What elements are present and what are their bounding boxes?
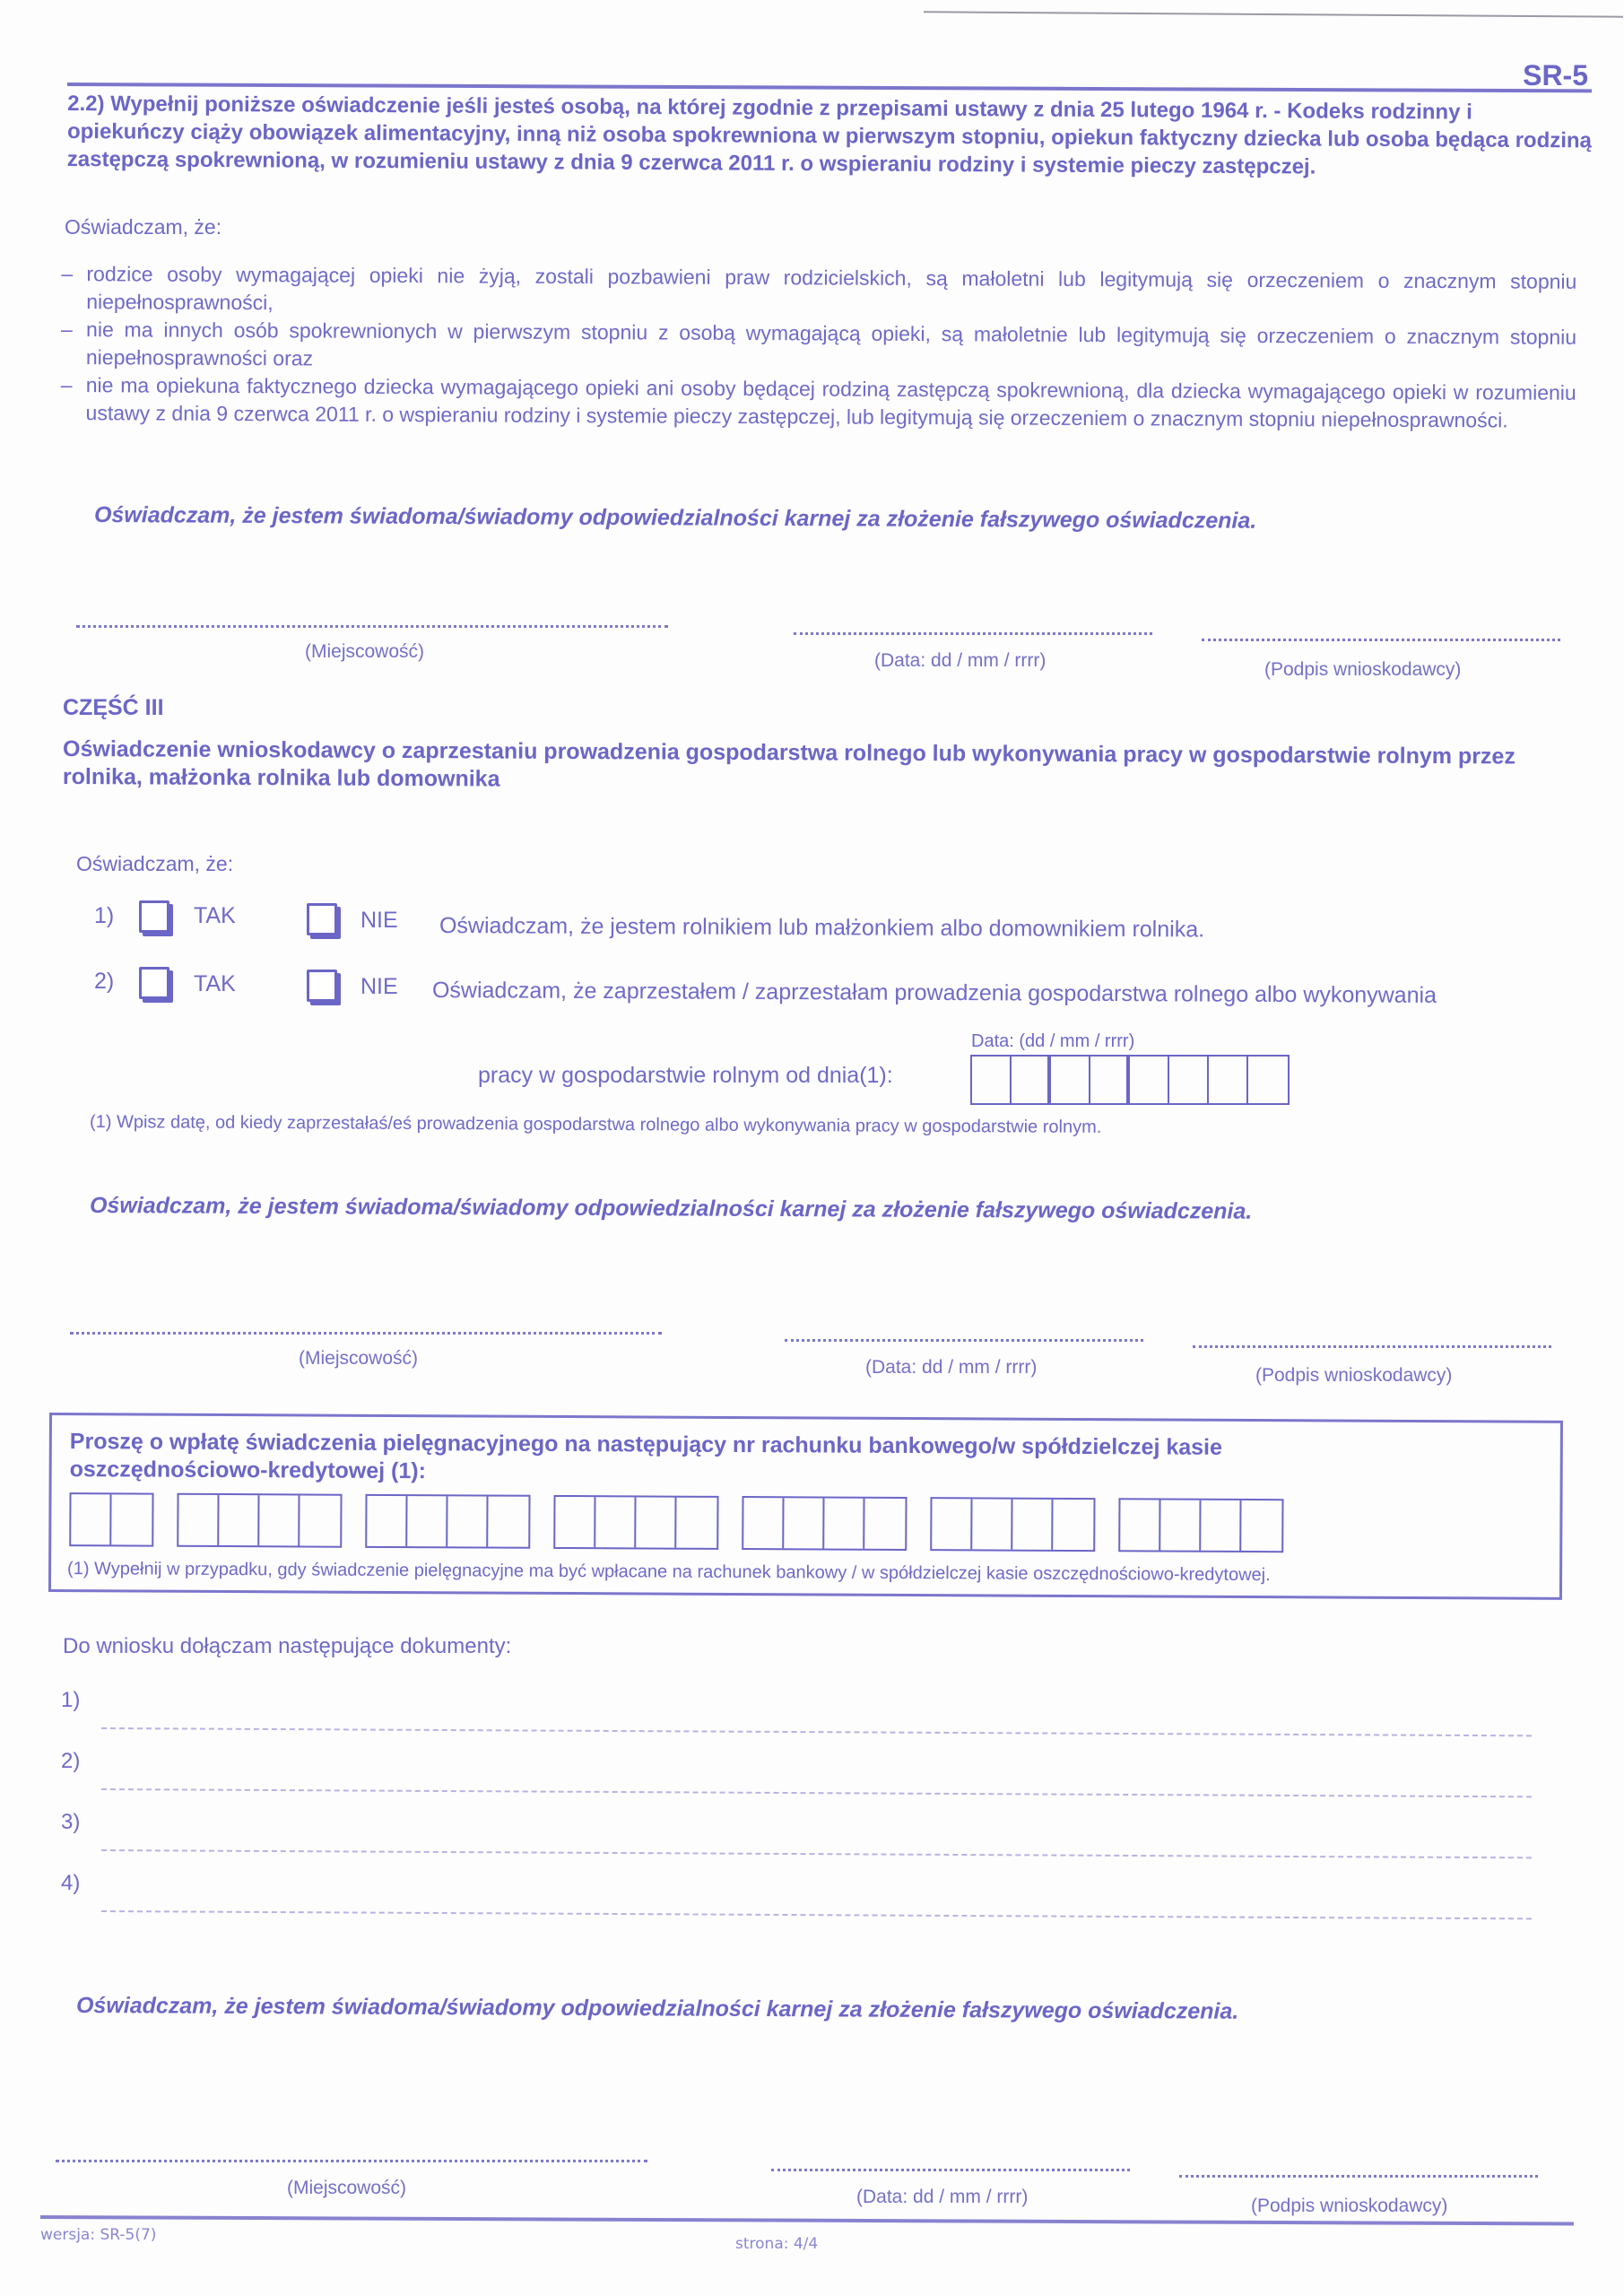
place-label: (Miejscowość) bbox=[299, 1348, 419, 1369]
section-2-2-intro: 2.2) Wypełnij poniższe oświadczenie jeśli jesteś osobą, na której zgodnie z przepisami ustawy z dnia 25 lutego 1964 r. - Kodeks rodzinny i opiekuńczy ciąży obowiązek alimentacyjny, inną niż osoba spokrewniona w pierwszym stopniu, opiekun faktyczny dziecka lub osoba będąca rodziną zastępczą spokrewnioną, w rozumieniu ustawy z dnia 9 czerwca 2011 r. o wspieraniu rodziny i systemie pieczy zastępczej. bbox=[66, 91, 1593, 179]
no-label: NIE bbox=[360, 908, 398, 933]
attachment-row[interactable]: 1) bbox=[61, 1688, 1532, 1713]
account-digit-box[interactable] bbox=[259, 1495, 300, 1545]
date-digit-box[interactable] bbox=[1051, 1057, 1090, 1103]
account-digit-box[interactable] bbox=[300, 1495, 340, 1545]
signature-field-3[interactable] bbox=[1179, 2175, 1538, 2178]
attachment-line[interactable] bbox=[101, 1849, 1532, 1858]
scan-edge-line bbox=[924, 11, 1623, 17]
account-digit-group bbox=[69, 1492, 153, 1546]
form-version: wersja: SR-5(7) bbox=[40, 2226, 157, 2244]
bullet-item: – nie ma opiekuna faktycznego dziecka wymagającego opieki ani osoby będącej rodziną zastępczą spokrewnioną, dla dziecka wymagającego opieki w rozumieniu ustawy z dnia 9 czerwca 2011 r. o wspieraniu rodziny i systemie pieczy zastępczej, lub legitymują się orzeczeniem o znacznym stopniu niepełnosprawności. bbox=[60, 372, 1576, 432]
place-label: (Miejscowość) bbox=[305, 641, 425, 662]
account-digit-box[interactable] bbox=[1201, 1500, 1241, 1551]
attachment-row[interactable]: 4) bbox=[61, 1871, 1532, 1896]
q2-no-checkbox[interactable] bbox=[307, 970, 337, 1002]
account-digit-box[interactable] bbox=[1120, 1500, 1160, 1550]
date-digit-box[interactable] bbox=[1209, 1057, 1248, 1103]
date-digit-box[interactable] bbox=[1169, 1057, 1209, 1103]
part-3-subtitle: Oświadczenie wnioskodawcy o zaprzestaniu prowadzenia gospodarstwa rolnego lub wykonywania pracy w gospodarstwie rolnym przez rolnika, małżonka rolnika lub domownika bbox=[62, 736, 1515, 792]
attachment-line[interactable] bbox=[101, 1788, 1532, 1797]
account-digit-box[interactable] bbox=[219, 1495, 259, 1545]
question-1-text: Oświadczam, że jestem rolnikiem lub małżonkiem albo domownikiem rolnika. bbox=[439, 913, 1205, 943]
yes-label: TAK bbox=[194, 903, 236, 928]
yes-label: TAK bbox=[194, 971, 236, 996]
attachment-row[interactable]: 2) bbox=[61, 1749, 1532, 1774]
liability-warning: Oświadczam, że jestem świadoma/świadomy odpowiedzialności karnej za złożenie fałszywego oświadczenia. bbox=[89, 1193, 1253, 1224]
date-footnote: (1) Wpisz datę, od kiedy zaprzestałaś/eś prowadzenia gospodarstwa rolnego albo wykonywania pracy w gospodarstwie rolnym. bbox=[89, 1112, 1102, 1137]
liability-warning: Oświadczam, że jestem świadoma/świadomy odpowiedzialności karnej za złożenie fałszywego oświadczenia. bbox=[75, 1993, 1239, 2024]
question-number: 1) bbox=[94, 903, 115, 928]
account-digit-group bbox=[742, 1496, 907, 1551]
account-digit-box[interactable] bbox=[111, 1494, 152, 1544]
question-2-text: Oświadczam, że zaprzestałem / zaprzestałam prowadzenia gospodarstwa rolnego albo wykonywania bbox=[431, 978, 1437, 1008]
signature-field-2[interactable] bbox=[1193, 1345, 1551, 1348]
account-digit-box[interactable] bbox=[555, 1497, 595, 1547]
place-field-2[interactable] bbox=[70, 1332, 662, 1335]
account-digit-box[interactable] bbox=[367, 1496, 407, 1546]
bank-account-input[interactable] bbox=[69, 1492, 1283, 1552]
account-digit-box[interactable] bbox=[784, 1498, 824, 1548]
declare-label: Oświadczam, że: bbox=[76, 852, 234, 875]
date-digit-box[interactable] bbox=[1248, 1057, 1288, 1103]
cessation-date-input[interactable] bbox=[970, 1055, 1290, 1105]
signature-label: (Podpis wnioskodawcy) bbox=[1264, 659, 1462, 680]
account-digit-box[interactable] bbox=[71, 1494, 111, 1544]
account-digit-box[interactable] bbox=[932, 1499, 972, 1549]
place-label: (Miejscowość) bbox=[287, 2178, 407, 2198]
account-digit-group bbox=[553, 1495, 718, 1550]
page-number: strona: 4/4 bbox=[735, 2235, 819, 2253]
date-digit-box[interactable] bbox=[1130, 1057, 1169, 1103]
date-caption: Data: (dd / mm / rrrr) bbox=[971, 1031, 1135, 1051]
part-3-title: CZĘŚĆ III bbox=[63, 695, 164, 720]
signature-label: (Podpis wnioskodawcy) bbox=[1251, 2196, 1448, 2216]
date-label: (Data: dd / mm / rrrr) bbox=[874, 650, 1046, 671]
date-digit-box[interactable] bbox=[972, 1057, 1012, 1103]
declaration-bullets bbox=[61, 260, 1577, 435]
account-digit-box[interactable] bbox=[824, 1499, 864, 1549]
account-digit-box[interactable] bbox=[488, 1497, 528, 1547]
signature-label: (Podpis wnioskodawcy) bbox=[1255, 1365, 1453, 1386]
no-label: NIE bbox=[360, 974, 398, 999]
attachment-line[interactable] bbox=[101, 1910, 1532, 1919]
account-digit-box[interactable] bbox=[1012, 1500, 1053, 1550]
date-digit-box[interactable] bbox=[1012, 1057, 1051, 1103]
date-field-2[interactable] bbox=[785, 1339, 1143, 1342]
account-digit-box[interactable] bbox=[407, 1496, 447, 1546]
account-digit-box[interactable] bbox=[1053, 1500, 1093, 1550]
account-digit-box[interactable] bbox=[676, 1498, 716, 1548]
account-digit-box[interactable] bbox=[972, 1499, 1012, 1549]
date-label: (Data: dd / mm / rrrr) bbox=[865, 1357, 1038, 1378]
place-field-3[interactable] bbox=[56, 2160, 647, 2162]
date-field-3[interactable] bbox=[771, 2169, 1130, 2171]
account-digit-box[interactable] bbox=[595, 1497, 636, 1547]
place-field-1[interactable] bbox=[76, 625, 668, 628]
account-digit-box[interactable] bbox=[447, 1496, 488, 1546]
account-digit-box[interactable] bbox=[1241, 1500, 1281, 1551]
account-digit-box[interactable] bbox=[1160, 1500, 1201, 1550]
liability-warning: Oświadczam, że jestem świadoma/świadomy odpowiedzialności karnej za złożenie fałszywego oświadczenia. bbox=[93, 502, 1257, 534]
bank-account-section bbox=[48, 1413, 1563, 1600]
form-code: SR-5 bbox=[1523, 59, 1588, 91]
bank-account-title: Proszę o wpłatę świadczenia pielęgnacyjnego na następujący nr rachunku bankowego/w spółdzielczej kasie oszczędnościowo-kredytowej (1): bbox=[69, 1429, 1223, 1484]
bullet-item: – nie ma innych osób spokrewnionych w pierwszym stopniu z osobą wymagającą opieki, są małoletnie lub legitymują się orzeczeniem o znacznym stopniu niepełnosprawności oraz bbox=[61, 317, 1577, 370]
signature-field-1[interactable] bbox=[1202, 639, 1560, 641]
account-digit-box[interactable] bbox=[178, 1495, 219, 1545]
q1-yes-checkbox[interactable] bbox=[139, 900, 169, 933]
q2-yes-checkbox[interactable] bbox=[139, 967, 169, 999]
attachment-row[interactable]: 3) bbox=[61, 1810, 1532, 1835]
date-label: (Data: dd / mm / rrrr) bbox=[856, 2187, 1029, 2207]
question-number: 2) bbox=[94, 969, 115, 994]
account-digit-group bbox=[365, 1494, 530, 1549]
account-digit-box[interactable] bbox=[864, 1499, 905, 1549]
bank-account-footnote: (1) Wypełnij w przypadku, gdy świadczenie pielęgnacyjne ma być wpłacane na rachunek bankowy / w spółdzielczej kasie oszczędnościowo-kredytowej. bbox=[67, 1559, 1271, 1586]
account-digit-group bbox=[930, 1497, 1095, 1552]
attachments-title: Do wniosku dołączam następujące dokumenty: bbox=[63, 1634, 512, 1658]
account-digit-box[interactable] bbox=[743, 1498, 784, 1548]
bullet-item: – rodzice osoby wymagającej opieki nie żyją, zostali pozbawieni praw rodzicielskich, są małoletni lub legitymują się orzeczeniem o znacznym stopniu niepełnosprawności, bbox=[61, 262, 1577, 315]
date-field-1[interactable] bbox=[794, 632, 1152, 635]
account-digit-group bbox=[177, 1493, 342, 1548]
q1-no-checkbox[interactable] bbox=[307, 903, 337, 935]
account-digit-group bbox=[1118, 1498, 1283, 1552]
date-digit-box[interactable] bbox=[1090, 1057, 1130, 1103]
account-digit-box[interactable] bbox=[636, 1497, 676, 1547]
attachment-line[interactable] bbox=[101, 1727, 1532, 1736]
date-prompt: pracy w gospodarstwie rolnym od dnia(1): bbox=[478, 1063, 893, 1088]
declare-label: Oświadczam, że: bbox=[65, 215, 222, 239]
